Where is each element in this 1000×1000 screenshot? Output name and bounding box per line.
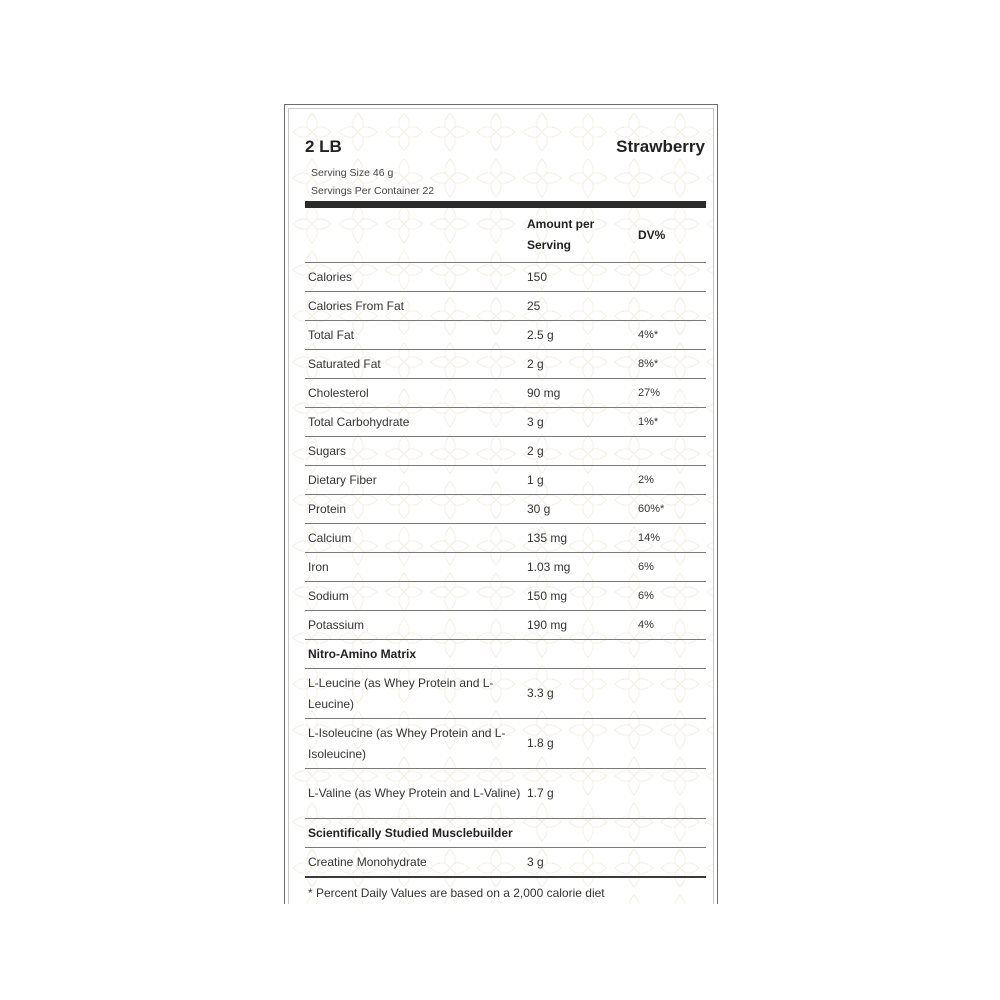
table-row bbox=[305, 408, 706, 437]
nitro-rows bbox=[305, 669, 706, 819]
nutrient-name: Sodium bbox=[305, 582, 524, 611]
nutrient-name: Sugars bbox=[305, 437, 524, 466]
nutrient-dv bbox=[635, 263, 706, 292]
nutrient-dv: 14% bbox=[635, 524, 706, 553]
nutrient-name: L-Valine (as Whey Protein and L-Valine) bbox=[305, 769, 524, 819]
serving-size: Serving Size 46 g bbox=[311, 167, 394, 179]
nutrient-dv: 2% bbox=[635, 466, 706, 495]
muscle-rows bbox=[305, 848, 706, 878]
nutrient-name: Iron bbox=[305, 553, 524, 582]
table-row bbox=[305, 611, 706, 640]
section-row-nitro bbox=[305, 640, 706, 669]
nutrient-name: Calories From Fat bbox=[305, 292, 524, 321]
table-row bbox=[305, 848, 706, 878]
table-row bbox=[305, 379, 706, 408]
nutrient-dv bbox=[635, 669, 706, 719]
nutrient-name: Total Fat bbox=[305, 321, 524, 350]
nutrient-amount: 3 g bbox=[524, 848, 635, 878]
footnote: * Percent Daily Values are based on a 2,000 calorie diet bbox=[305, 877, 706, 904]
table-row bbox=[305, 669, 706, 719]
table-row bbox=[305, 582, 706, 611]
nutrition-panel bbox=[284, 104, 718, 904]
nutrient-dv bbox=[635, 848, 706, 878]
section-title: Scientifically Studied Musclebuilder bbox=[305, 819, 706, 848]
section-row-muscle bbox=[305, 819, 706, 848]
table-row bbox=[305, 263, 706, 292]
section-title: Nitro-Amino Matrix bbox=[305, 640, 706, 669]
table-row bbox=[305, 524, 706, 553]
nutrient-dv bbox=[635, 719, 706, 769]
nutrient-name: Potassium bbox=[305, 611, 524, 640]
nutrient-amount: 30 g bbox=[524, 495, 635, 524]
nutrient-amount: 1.8 g bbox=[524, 719, 635, 769]
table-row bbox=[305, 466, 706, 495]
table-row bbox=[305, 769, 706, 819]
nutrient-name: Creatine Monohydrate bbox=[305, 848, 524, 878]
nutrient-dv: 8%* bbox=[635, 350, 706, 379]
nutrient-amount: 2 g bbox=[524, 437, 635, 466]
nutrient-name: Total Carbohydrate bbox=[305, 408, 524, 437]
nutrient-dv: 4% bbox=[635, 611, 706, 640]
nutrient-amount: 1 g bbox=[524, 466, 635, 495]
nutrient-amount: 1.7 g bbox=[524, 769, 635, 819]
dv-column-header: DV% bbox=[635, 208, 706, 263]
amount-column-header: Amount per Serving bbox=[524, 208, 635, 263]
table-row bbox=[305, 553, 706, 582]
nutrient-dv: 60%* bbox=[635, 495, 706, 524]
nutrient-name: Cholesterol bbox=[305, 379, 524, 408]
nutrient-amount: 150 bbox=[524, 263, 635, 292]
nutrient-column-header bbox=[305, 208, 524, 263]
nutrient-amount: 3 g bbox=[524, 408, 635, 437]
footnote-row bbox=[305, 877, 706, 904]
nutrient-dv: 1%* bbox=[635, 408, 706, 437]
nutrient-amount: 2 g bbox=[524, 350, 635, 379]
table-row bbox=[305, 292, 706, 321]
nutrient-name: L-Isoleucine (as Whey Protein and L-Isoleucine) bbox=[305, 719, 524, 769]
nutrient-name: Calcium bbox=[305, 524, 524, 553]
nutrient-amount: 2.5 g bbox=[524, 321, 635, 350]
label-header bbox=[305, 109, 705, 205]
table-row bbox=[305, 719, 706, 769]
table-row bbox=[305, 350, 706, 379]
nutrient-dv bbox=[635, 769, 706, 819]
nutrient-name: Protein bbox=[305, 495, 524, 524]
nutrient-dv bbox=[635, 437, 706, 466]
nutrient-dv: 6% bbox=[635, 553, 706, 582]
nutrient-dv: 27% bbox=[635, 379, 706, 408]
flavor-name: Strawberry bbox=[616, 137, 705, 156]
nutrition-table bbox=[305, 208, 706, 904]
nutrient-amount: 3.3 g bbox=[524, 669, 635, 719]
table-header-row bbox=[305, 208, 706, 263]
table-row bbox=[305, 437, 706, 466]
table-row bbox=[305, 321, 706, 350]
nutrient-amount: 150 mg bbox=[524, 582, 635, 611]
nutrient-dv: 6% bbox=[635, 582, 706, 611]
nutrient-amount: 135 mg bbox=[524, 524, 635, 553]
panel-inner-border bbox=[288, 108, 714, 904]
nutrient-name: Saturated Fat bbox=[305, 350, 524, 379]
table-row bbox=[305, 495, 706, 524]
nutrient-name: Calories bbox=[305, 263, 524, 292]
nutrient-amount: 90 mg bbox=[524, 379, 635, 408]
nutrient-dv bbox=[635, 292, 706, 321]
nutrient-amount: 1.03 mg bbox=[524, 553, 635, 582]
nutrient-name: L-Leucine (as Whey Protein and L-Leucine) bbox=[305, 669, 524, 719]
servings-per-container: Servings Per Container 22 bbox=[311, 185, 435, 197]
nutrient-amount: 25 bbox=[524, 292, 635, 321]
nutrient-dv: 4%* bbox=[635, 321, 706, 350]
nutrient-name: Dietary Fiber bbox=[305, 466, 524, 495]
header-divider-bar bbox=[305, 201, 706, 208]
nutrient-rows bbox=[305, 263, 706, 640]
label-content bbox=[305, 109, 705, 900]
nutrient-amount: 190 mg bbox=[524, 611, 635, 640]
container-size: 2 LB bbox=[305, 137, 342, 156]
